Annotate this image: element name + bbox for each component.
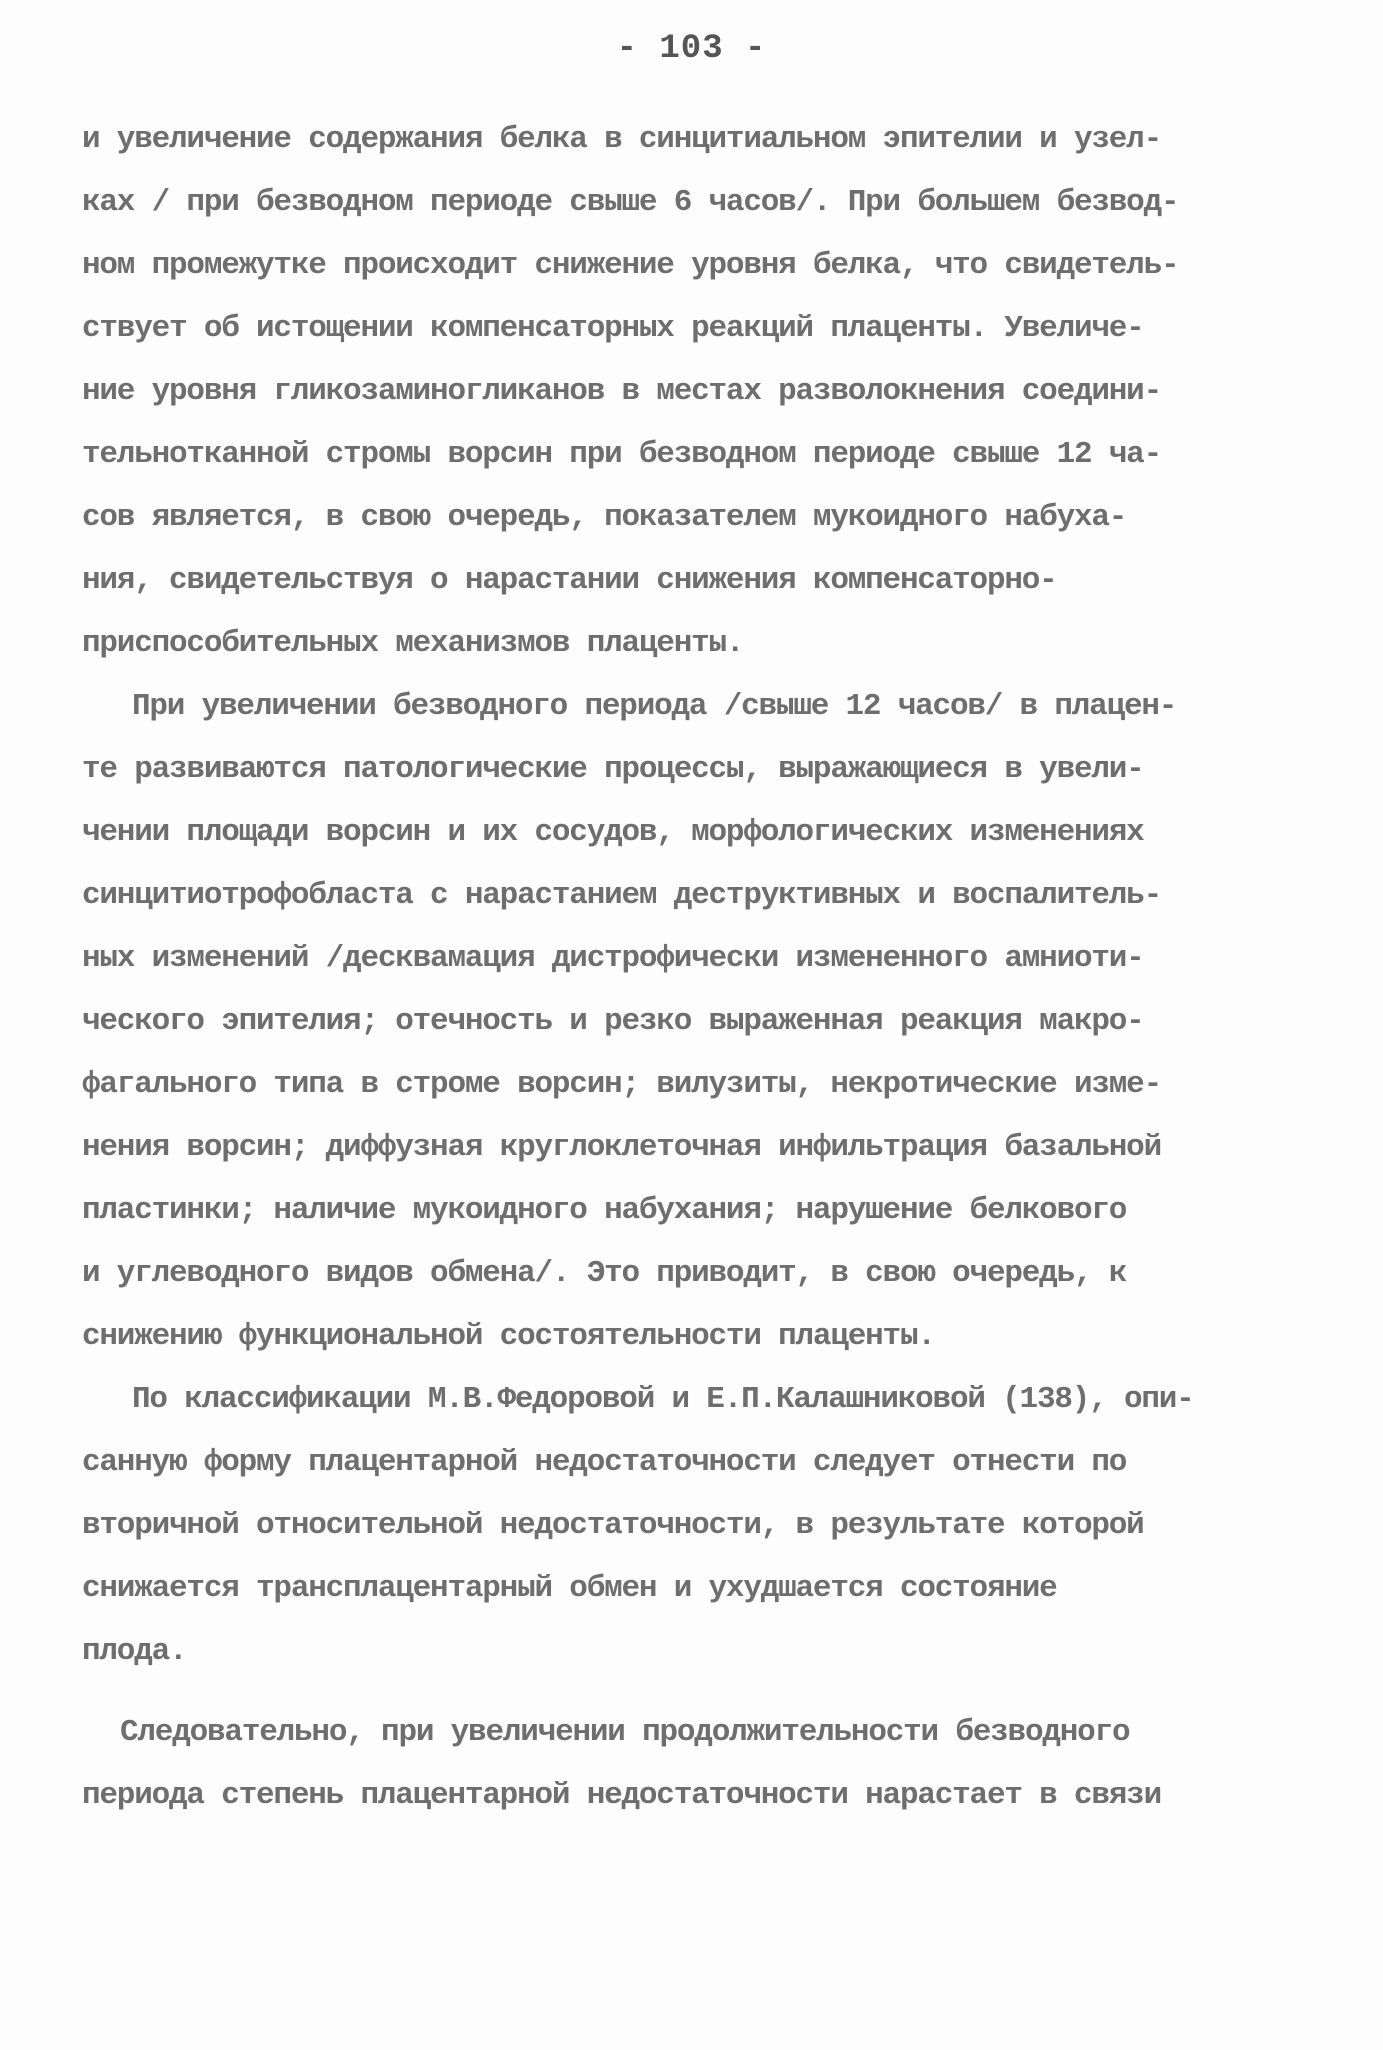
text-line: и углеводного видов обмена/. Это приводит, в свою очередь, к — [82, 1256, 1127, 1291]
text-line: вторичной относительной недостаточности, в результате которой — [82, 1508, 1144, 1543]
paragraph-spacer — [82, 1683, 1312, 1701]
text-line: ках / при безводном периоде свыше 6 часов/. При большем безвод- — [82, 185, 1179, 220]
text-line: те развиваются патологические процессы, выражающиеся в увели- — [82, 752, 1144, 787]
text-line: ния, свидетельствуя о нарастании снижения компенсаторно- — [82, 563, 1057, 598]
text-line: пластинки; наличие мукоидного набухания; нарушение белкового — [82, 1193, 1127, 1228]
text-line: ние уровня гликозаминогликанов в местах разволокнения соедини- — [82, 374, 1161, 409]
paragraph-4 — [82, 1701, 1312, 1827]
text-line: тельнотканной стромы ворсин при безводном периоде свыше 12 ча- — [82, 437, 1161, 472]
text-line: По классификации М.В.Федоровой и Е.П.Калашниковой (138), опи- — [132, 1382, 1194, 1417]
text-line: синцитиотрофобласта с нарастанием деструктивных и воспалитель- — [82, 878, 1161, 913]
text-line: периода степень плацентарной недостаточности нарастает в связи — [82, 1778, 1161, 1813]
text-line: нения ворсин; диффузная круглоклеточная инфильтрация базальной — [82, 1130, 1161, 1165]
text-line: санную форму плацентарной недостаточности следует отнести по — [82, 1445, 1127, 1480]
text-line: и увеличение содержания белка в синцитиальном эпителии и узел- — [82, 122, 1161, 157]
text-line: снижается трансплацентарный обмен и ухудшается состояние — [82, 1571, 1057, 1606]
text-line: чении площади ворсин и их сосудов, морфологических изменениях — [82, 815, 1144, 850]
text-line: снижению функциональной состоятельности плаценты. — [82, 1319, 935, 1354]
text-line: При увеличении безводного периода /свыше 12 часов/ в плацен- — [132, 689, 1177, 724]
text-line: Следовательно, при увеличении продолжительности безводного — [120, 1715, 1130, 1750]
paragraph-1 — [82, 108, 1312, 675]
text-line: ствует об истощении компенсаторных реакций плаценты. Увеличе- — [82, 311, 1144, 346]
text-line: сов является, в свою очередь, показателем мукоидного набуха- — [82, 500, 1127, 535]
paragraph-2 — [82, 675, 1312, 1368]
text-line: ном промежутке происходит снижение уровня белка, что свидетель- — [82, 248, 1179, 283]
text-line: ных изменений /десквамация дистрофически измененного амниоти- — [82, 941, 1144, 976]
text-line: приспособительных механизмов плаценты. — [82, 626, 744, 661]
page-number: - 103 - — [616, 30, 767, 68]
paragraph-3 — [82, 1368, 1312, 1683]
text-line: фагального типа в строме ворсин; вилузиты, некротические изме- — [82, 1067, 1161, 1102]
text-line: ческого эпителия; отечность и резко выраженная реакция макро- — [82, 1004, 1144, 1039]
text-line: плода. — [82, 1634, 187, 1669]
document-body — [82, 108, 1312, 1827]
